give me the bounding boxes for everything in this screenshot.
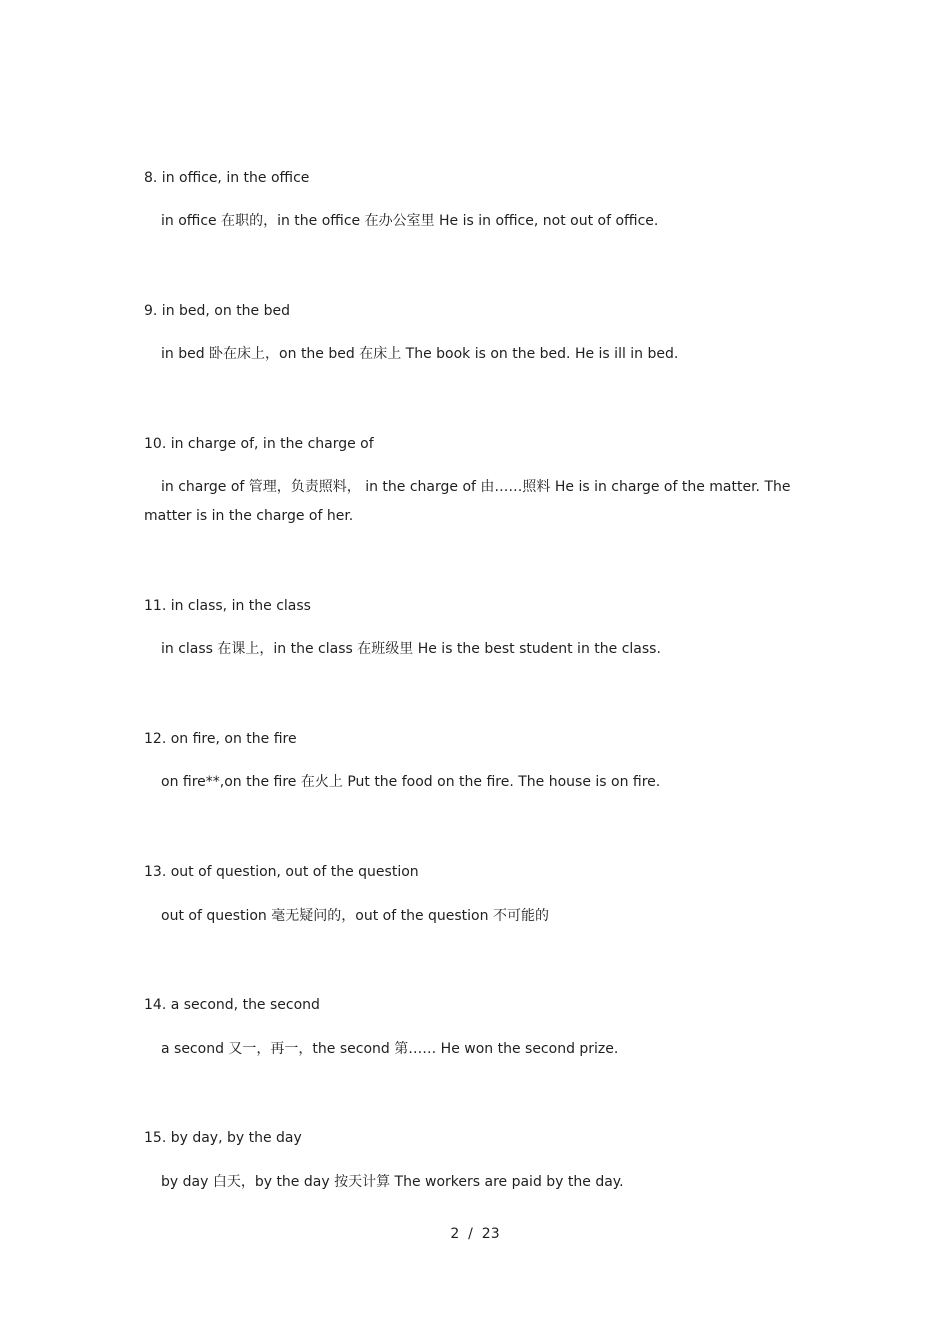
entry-body: in bed 卧在床上，on the bed 在床上 The book is on the bed. He is ill in bed. [161,346,679,362]
entry-heading: 15. by day, by the day [144,1130,302,1146]
entry-body: by day 白天，by the day 按天计算 The workers are paid by the day. [161,1174,624,1190]
entry-body: a second 又一，再一，the second 第…… He won the second prize. [161,1041,619,1057]
entry-heading: 12. on fire, on the fire [144,731,297,747]
entry-heading: 10. in charge of, in the charge of [144,436,374,452]
entry-body: on fire**,on the fire 在火上 Put the food on the fire. The house is on fire. [161,774,661,790]
entry-heading: 11. in class, in the class [144,598,311,614]
entry-heading: 8. in office, in the office [144,170,310,186]
entry-heading: 14. a second, the second [144,997,320,1013]
entry-heading: 13. out of question, out of the question [144,864,419,880]
entry-heading: 9. in bed, on the bed [144,303,291,319]
page-number: 2 / 23 [450,1226,500,1242]
entry-body: in charge of 管理，负责照料， in the charge of 由……照料 He is in charge of the matter. The matter is in the charge of her. [144,479,791,524]
entry-body: in office 在职的，in the office 在办公室里 He is in office, not out of office. [161,213,659,229]
entry-body: out of question 毫无疑问的，out of the question 不可能的 [161,908,549,924]
entry-body: in class 在课上，in the class 在班级里 He is the best student in the class. [161,641,661,657]
